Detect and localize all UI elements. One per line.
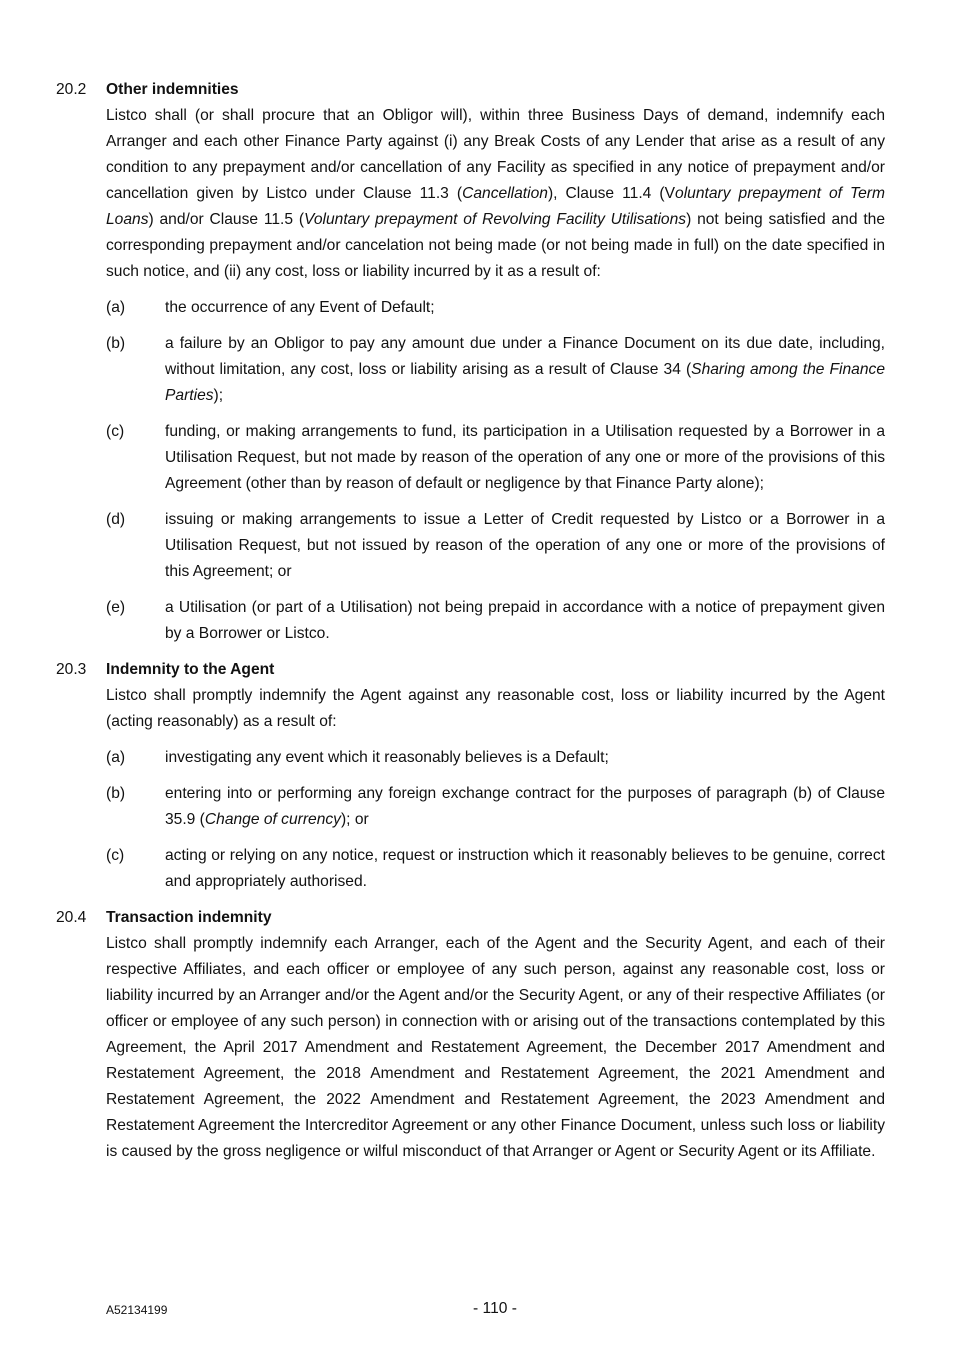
list-item-label: (b) [106, 335, 126, 352]
list-item-label: (d) [106, 511, 126, 528]
list-item [106, 331, 885, 409]
text-segment: Listco shall promptly indemnify the Agent against any reasonable cost, loss or liability incurred by the Agent (acting reasonably) as a result of: [106, 687, 885, 730]
section-paragraph [106, 103, 885, 285]
section-20-2 [56, 77, 885, 647]
text-segment: ), Clause 11.4 (V [547, 185, 676, 202]
text-segment: a Utilisation (or part of a Utilisation) not being prepaid in accordance with a notice of prepayment given by a Borrower or Listco. [165, 599, 885, 642]
section-number: 20.4 [56, 909, 87, 926]
section-paragraph [106, 683, 885, 735]
italic-reference: Voluntary prepayment of Revolving Facility Utilisations [304, 211, 687, 228]
section-title: Indemnity to the Agent [106, 661, 275, 678]
section-heading [56, 657, 885, 683]
list-item [106, 419, 885, 497]
section-heading [56, 905, 885, 931]
section-20-4 [56, 905, 885, 1165]
text-segment: ) not being satisfied and the corresponding prepayment and/or cancelation not being made (or not being made in full) on the date specified in such notice, and (ii) any cost, loss or liability incurred by it as a result of: [106, 211, 885, 280]
text-segment: acting or relying on any notice, request or instruction which it reasonably believes to be genuine, correct and appropriately authorised. [165, 847, 885, 890]
text-segment: ) and/or Clause 11.5 ( [148, 211, 305, 228]
italic-reference: oluntary prepayment of Term Loans [106, 185, 885, 228]
list-item [106, 781, 885, 833]
text-segment: a failure by an Obligor to pay any amount due under a Finance Document on its due date, including, without limitation, any cost, loss or liability arising as a result of Clause 34 ( [165, 335, 885, 378]
list-item [106, 745, 885, 771]
page-number: - 110 - [473, 1300, 517, 1317]
list-item-text [165, 295, 885, 321]
text-segment: entering into or performing any foreign exchange contract for the purposes of paragraph (b) of Clause 35.9 ( [165, 785, 885, 828]
section-number: 20.2 [56, 81, 87, 98]
list-item-text [165, 507, 885, 585]
document-reference: A52134199 [106, 1303, 168, 1317]
section-20-3 [56, 657, 885, 895]
document-body [56, 77, 885, 1175]
list-item-label: (c) [106, 847, 125, 864]
section-title: Other indemnities [106, 81, 239, 98]
list-item-label: (a) [106, 299, 126, 316]
section-title: Transaction indemnity [106, 909, 272, 926]
text-segment: Listco shall promptly indemnify each Arranger, each of the Agent and the Security Agent, and each of their respective Affiliates, and each officer or employee of any such person, against any reasonable cost, loss or liability incurred by an Arranger and/or the Agent and/or the Security Agent, or any of their respective Affiliates (or officer or employee of any such person) in connection with or arising out of the transactions contemplated by this Agreement, the April 2017 Amendment and Restatement Agreement, the December 2017 Amendment and Restatement Agreement, the 2018 Amendment and Restatement Agreement, the 2021 Amendment and Restatement Agreement, the 2022 Amendment and Restatement Agreement, the 2023 Amendment and Restatement Agreement the Intercreditor Agreement or any other Finance Document, unless such loss or liability is caused by the gross negligence or wilful misconduct of that Arranger or Agent or Security Agent or its Affiliate. [106, 935, 885, 1160]
text-segment: ); [213, 387, 224, 404]
section-number: 20.3 [56, 661, 87, 678]
list-item-label: (b) [106, 785, 126, 802]
list-item-text [165, 781, 885, 833]
list-item-text [165, 745, 885, 771]
text-segment: funding, or making arrangements to fund, its participation in a Utilisation requested by a Borrower in a Utilisation Request, but not made by reason of the operation of any one or more of the provisions of this Agreement (other than by reason of default or negligence by that Finance Party alone); [165, 423, 885, 492]
list-item-text [165, 843, 885, 895]
list-item [106, 843, 885, 895]
italic-reference: Sharing among the Finance Parties [165, 361, 885, 404]
list-item [106, 507, 885, 585]
list-item-text [165, 419, 885, 497]
list-item-text [165, 331, 885, 409]
italic-reference: Cancellation [462, 185, 548, 202]
text-segment: investigating any event which it reasonably believes is a Default; [165, 749, 609, 766]
section-heading [56, 77, 885, 103]
list-item-label: (a) [106, 749, 126, 766]
list-item-label: (c) [106, 423, 125, 440]
text-segment: ); or [340, 811, 369, 828]
list-item [106, 595, 885, 647]
list-item-label: (e) [106, 599, 126, 616]
text-segment: Listco shall (or shall procure that an Obligor will), within three Business Days of demand, indemnify each Arranger and each other Finance Party against (i) any Break Costs of any Lender that arise as a result of any condition to any prepayment and/or cancellation of any Facility as specified in any notice of prepayment and/or cancellation given by Listco under Clause 11.3 ( [106, 107, 885, 202]
section-paragraph [106, 931, 885, 1165]
text-segment: issuing or making arrangements to issue a Letter of Credit requested by Listco or a Borrower in a Utilisation Request, but not issued by reason of the operation of any one or more of the provisions of this Agreement; or [165, 511, 885, 580]
italic-reference: Change of currency [204, 811, 341, 828]
list-item [106, 295, 885, 321]
list-item-text [165, 595, 885, 647]
text-segment: the occurrence of any Event of Default; [165, 299, 435, 316]
